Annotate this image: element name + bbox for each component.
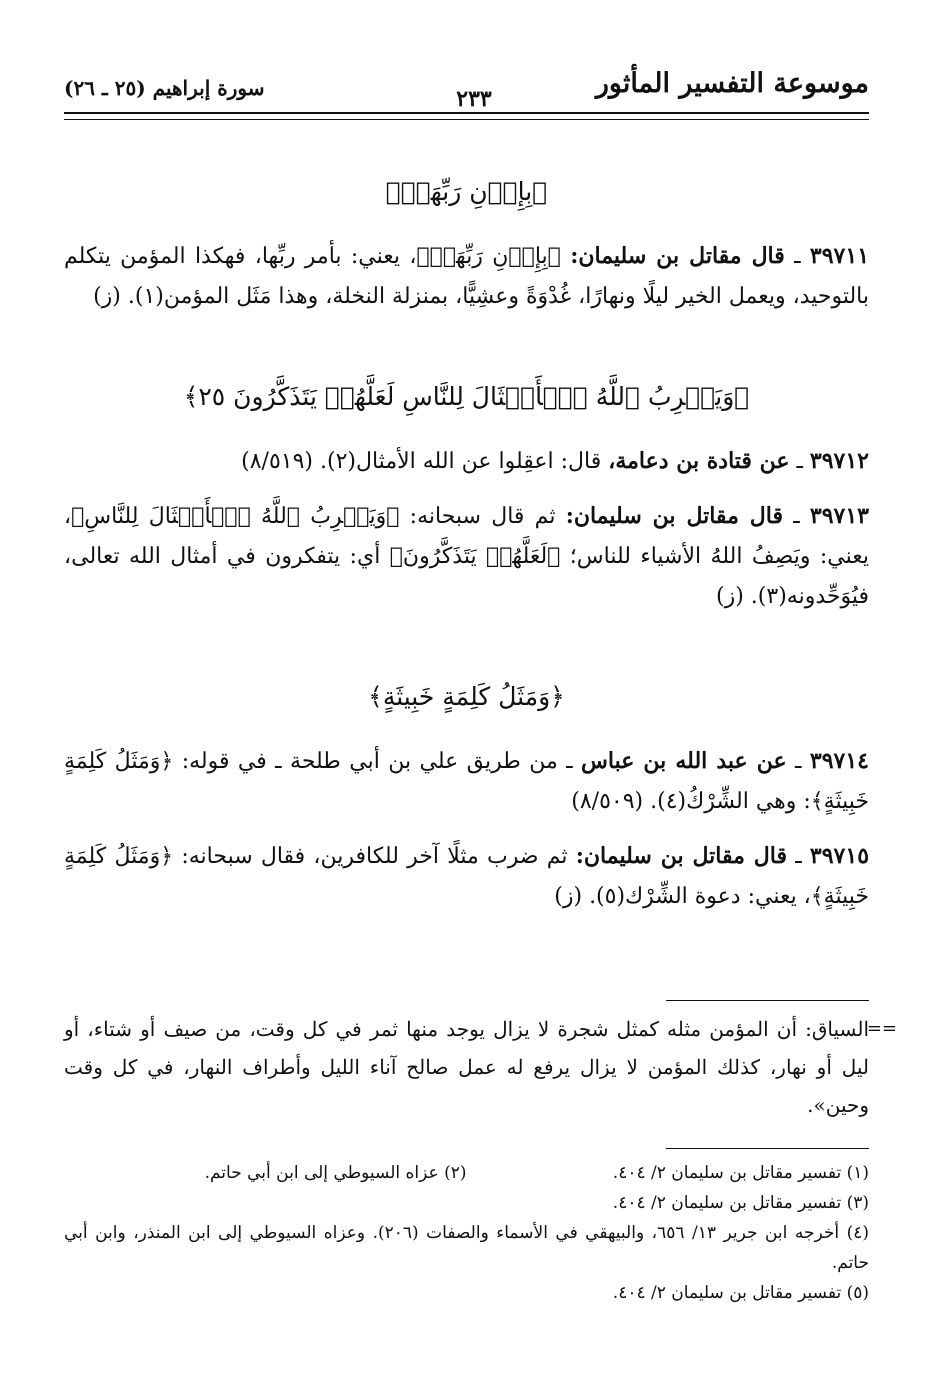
section-gap [64, 331, 869, 365]
narrator-name: قال مقاتل بن سليمان: [570, 243, 785, 269]
footnote-2: (٢) عزاه السيوطي إلى ابن أبي حاتم. [204, 1163, 467, 1183]
ayah-heading: ﴿وَمَثَلُ كَلِمَةٍ خَبِيثَةٍ﴾ [368, 682, 565, 711]
narration-text: ﴿بِإِذۡنِ رَبِّهَاۗ﴾، يعني: بأمر ربِّها، فهكذا المؤمن يتكلم بالتوحيد، ويعمل الخير ليلًا ونهارًا، غُدْوَةً وعشِيًّا، بمنزلة النخلة، وهذا مَثَل المؤمن(١). (ز) [64, 244, 869, 309]
narration-paragraph: ٣٩٧١٥ ـ قال مقاتل بن سليمان: ثم ضرب مثلًا آخر للكافرين، فقال سبحانه: ﴿وَمَثَلُ كَلِمَةٍ خَبِيثَةٍ﴾، يعني: دعوة الشِّرْك(٥). (ز) [64, 843, 870, 909]
ayah-heading: ﴿بِإِذۡنِ رَبِّهَاۗ﴾ [385, 177, 548, 206]
narration-number: ٣٩٧١١ [809, 243, 870, 269]
section-gap [64, 631, 869, 665]
page-number-text: ٢٣٣ [456, 86, 492, 112]
narration-paragraph: ٣٩٧١٢ ـ عن قتادة بن دعامة، قال: اعقِلوا عن الله الأمثال(٢). (٨/٥١٩) [241, 448, 869, 474]
narration-paragraph: ٣٩٧١٣ ـ قال مقاتل بن سليمان: ثم قال سبحانه: ﴿وَيَضۡرِبُ ٱللَّهُ ٱلۡأَمۡثَالَ لِلنَّاسِ﴾، يعني: ويَصِفُ اللهُ الأشياء للناس؛ ﴿لَعَلَّهُمۡ يَتَذَكَّرُونَ﴾ أي: يتفكرون في أمثال الله تعالى، فيُوَحِّدونه(٣). (ز) [64, 503, 869, 609]
footnote-row [64, 1218, 869, 1278]
page-header [64, 62, 869, 114]
footnotes [64, 1158, 869, 1308]
narration-number: ٣٩٧١٢ [809, 448, 869, 474]
ayah-heading: ﴿وَيَضۡرِبُ ٱللَّهُ ٱلۡأَمۡثَالَ لِلنَّاسِ لَعَلَّهُمۡ يَتَذَكَّرُونَ ٢٥﴾ [183, 382, 750, 411]
narration-text: ثم ضرب مثلًا آخر للكافرين، فقال سبحانه: ﴿وَمَثَلُ كَلِمَةٍ خَبِيثَةٍ﴾، يعني: دعوة الشِّرْك(٥). (ز) [64, 844, 869, 909]
narration-number: ٣٩٧١٥ [809, 843, 870, 869]
footnote-4: (٤) أخرجه ابن جرير ١٣/ ٦٥٦، والبيهقي في الأسماء والصفات (٢٠٦). وعزاه السيوطي إلى ابن المنذر، وابن أبي حاتم. [64, 1223, 869, 1273]
continuation-note [64, 1010, 897, 1124]
footnote-separator [666, 1148, 869, 1149]
narrator-name: عن عبد الله بن عباس [581, 748, 787, 774]
narration-text: قال: اعقِلوا عن الله الأمثال(٢). (٨/٥١٩) [241, 449, 602, 474]
footnote-row [64, 1188, 869, 1218]
narrator-name: عن قتادة بن دعامة، [608, 448, 790, 474]
footnote-row [64, 1278, 869, 1308]
continuation-text: السياق: أن المؤمن مثله كمثل شجرة لا يزال يوجد منها ثمر في كل وقت، من صيف أو شتاء، أو ليل أو نهار، كذلك المؤمن لا يزال يرفع له عمل صالح آناء الليل وأطراف النهار، في كل وقت وحين». [64, 1017, 869, 1117]
narration-paragraph: ٣٩٧١١ ـ قال مقاتل بن سليمان: ﴿بِإِذۡنِ رَبِّهَاۗ﴾، يعني: بأمر ربِّها، فهكذا المؤمن يتكلم بالتوحيد، ويعمل الخير ليلًا ونهارًا، غُدْوَةً وعشِيًّا، بمنزلة النخلة، وهذا مَثَل المؤمن(١). (ز) [64, 243, 870, 309]
surah-label: سورة إبراهيم (٢٥ ـ ٢٦) [64, 76, 265, 100]
narrator-name: قال مقاتل بن سليمان: [565, 503, 783, 529]
narration-number: ٣٩٧١٣ [809, 503, 869, 529]
footnote-row [64, 1158, 869, 1188]
narrator-name: قال مقاتل بن سليمان: [575, 843, 787, 869]
continuation-marker: == [866, 1018, 897, 1039]
narration-number: ٣٩٧١٤ [809, 748, 869, 774]
narration-text: ـ من طريق علي بن أبي طلحة ـ في قوله: ﴿وَمَثَلُ كَلِمَةٍ خَبِيثَةٍ﴾: وهي الشِّرْكُ(٤). (٨/٥٠٩) [64, 749, 869, 814]
footnote-5: (٥) تفسير مقاتل بن سليمان ٢/ ٤٠٤. [612, 1283, 869, 1303]
book-title: موسوعة التفسير المأثور [595, 68, 869, 99]
footnote-3: (٣) تفسير مقاتل بن سليمان ٢/ ٤٠٤. [612, 1193, 869, 1213]
footnote-separator [666, 1000, 869, 1001]
narration-paragraph: ٣٩٧١٤ ـ عن عبد الله بن عباس ـ من طريق علي بن أبي طلحة ـ في قوله: ﴿وَمَثَلُ كَلِمَةٍ خَبِيثَةٍ﴾: وهي الشِّرْكُ(٤). (٨/٥٠٩) [64, 748, 869, 814]
main-content [64, 160, 869, 931]
footnote-1: (١) تفسير مقاتل بن سليمان ٢/ ٤٠٤. [612, 1163, 869, 1183]
header-rule [64, 112, 869, 120]
narration-text: ثم قال سبحانه: ﴿وَيَضۡرِبُ ٱللَّهُ ٱلۡأَمۡثَالَ لِلنَّاسِ﴾، يعني: ويَصِفُ اللهُ الأشياء للناس؛ ﴿لَعَلَّهُمۡ يَتَذَكَّرُونَ﴾ أي: يتفكرون في أمثال الله تعالى، فيُوَحِّدونه(٣). (ز) [64, 504, 869, 609]
